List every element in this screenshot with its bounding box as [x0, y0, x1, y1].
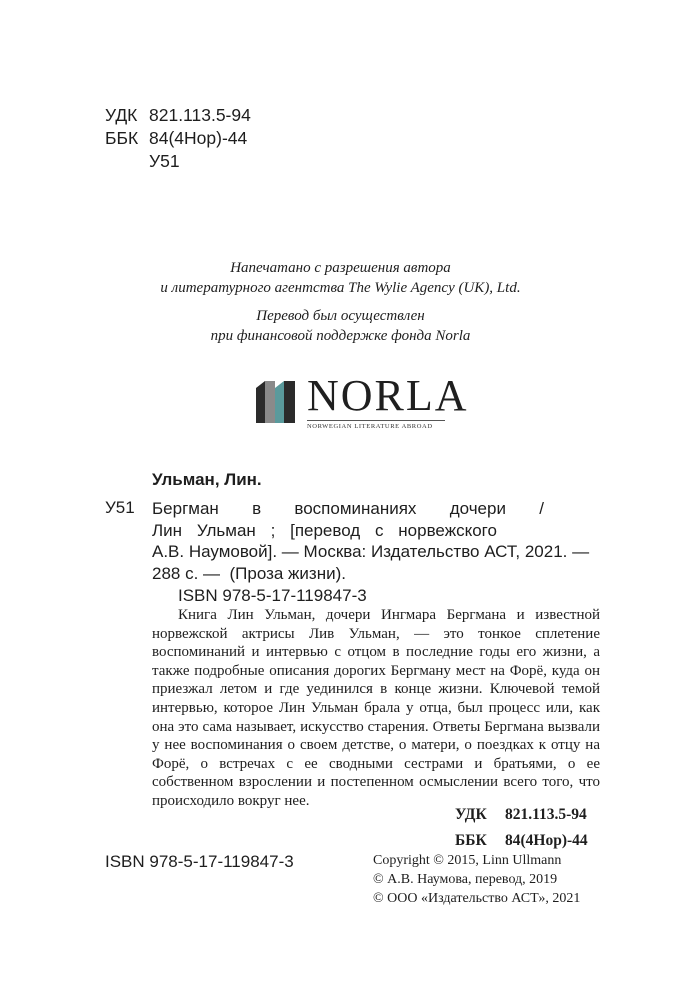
book-annotation: Книга Лин Ульман, дочери Ингмара Бергмана и известной норвежской актрисы Лив Ульман, — это тонкое сплетение воспоминаний и интервью с отцом в последние годы его жизни, а также подробные описания дорогих Бергману мест на Форё, куда он приезжал летом и где уединился в конце жизни. Ключевой темой интервью, которое Лин Ульман брала у отца, был процесс или, как она это сама называет, искусство старения. Ответы Бергмана вызвали у нее воспоминания о своем детстве, о матери, о поездках к отцу на Форё, о встречах с ее сводными сестрами и братьями, о ее собственном взрослении и постепенном осмыслении всего того, что происходило вокруг нее.: [152, 607, 600, 809]
translation-line-2: при финансовой поддержке фонда Norla: [210, 328, 471, 344]
permission-line-2: и литературного агентства The Wylie Agency (UK), Ltd.: [160, 280, 521, 296]
norla-n-mark-icon: [253, 378, 301, 426]
norla-wordmark: NORLA: [307, 371, 469, 420]
udk-row: [105, 104, 251, 127]
udk-value: 821.113.5-94: [149, 105, 251, 125]
biblio-line-3: А.В. Наумовой]. — Москва: Издательство АСТ, 2021. —: [152, 542, 590, 561]
index-block-bottom: [455, 802, 588, 854]
udk-value-bottom: 821.113.5-94: [505, 806, 587, 823]
norla-divider: [307, 420, 445, 421]
copyright-line-1: Copyright © 2015, Linn Ullmann: [373, 853, 562, 868]
biblio-isbn: ISBN 978-5-17-119847-3: [178, 586, 367, 605]
copyright-line-3: © ООО «Издательство АСТ», 2021: [373, 891, 581, 906]
translation-line-1: Перевод был осуществлен: [256, 308, 425, 324]
biblio-line-2: Лин Ульман ; [перевод с норвежского: [152, 520, 497, 540]
author-code-row: [105, 150, 251, 173]
bbk-label-bottom: ББК: [455, 832, 487, 849]
bbk-value-bottom: 84(4Нор)-44: [505, 832, 588, 849]
udk-label: УДК: [105, 105, 138, 125]
udk-row-bottom: [455, 802, 588, 828]
biblio-line-4: 288 с. — (Проза жизни).: [152, 563, 346, 583]
udk-label-bottom: УДК: [455, 806, 487, 823]
permission-note: [0, 258, 681, 298]
biblio-author: Ульман, Лин.: [152, 470, 262, 489]
biblio-code: У51: [105, 498, 135, 517]
translation-note: [0, 306, 681, 346]
biblio-description: [152, 498, 590, 584]
index-block-top: [105, 104, 251, 173]
permission-line-1: Напечатано с разрешения автора: [230, 260, 451, 276]
copyright-line-2: © А.В. Наумова, перевод, 2019: [373, 872, 558, 887]
norla-logo: [253, 371, 469, 434]
bbk-row: [105, 127, 251, 150]
author-code: У51: [149, 151, 180, 171]
bbk-value: 84(4Нор)-44: [149, 128, 248, 148]
bbk-label: ББК: [105, 128, 139, 148]
isbn-bottom: ISBN 978-5-17-119847-3: [105, 852, 294, 871]
biblio-line-1: Бергман в воспоминаниях дочери /: [152, 499, 544, 518]
norla-subtitle: NORWEGIAN LITERATURE ABROAD: [307, 423, 433, 430]
copyright-block: [373, 851, 580, 908]
